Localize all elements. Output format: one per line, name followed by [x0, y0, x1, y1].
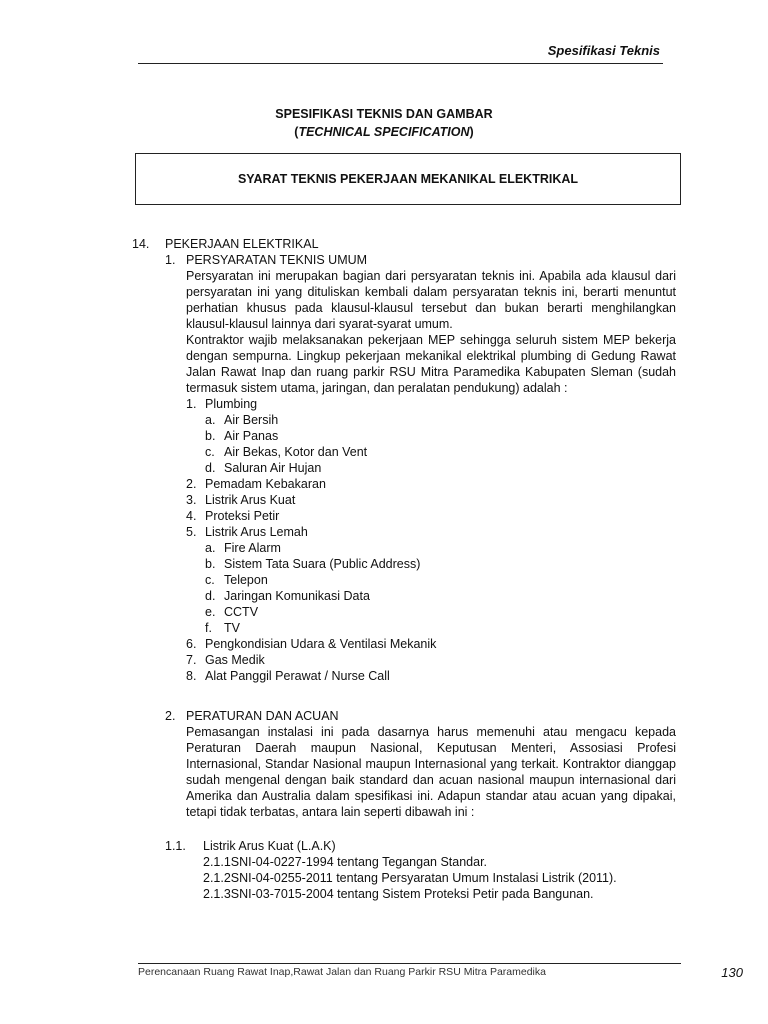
scope-sublist-item [205, 588, 676, 604]
page-number: 130 [721, 965, 743, 980]
scope-sublist-item [205, 460, 676, 476]
scope-sublist-label: Telepon [224, 573, 268, 587]
scope-list-label: Pengkondisian Udara & Ventilasi Mekanik [205, 637, 437, 651]
footer-text: Perencanaan Ruang Rawat Inap,Rawat Jalan dan Ruang Parkir RSU Mitra Paramedika [138, 966, 546, 978]
scope-list-number: 4. [186, 509, 197, 523]
header-divider [138, 63, 663, 64]
scope-list-label: Listrik Arus Lemah [205, 525, 308, 539]
subsection-2-title: PERATURAN DAN ACUAN [186, 709, 339, 723]
paren-open: ( [294, 125, 299, 139]
footer-divider [138, 963, 681, 964]
scope-list-item [186, 636, 676, 652]
scope-list-number: 6. [186, 637, 197, 651]
scope-sublist-letter: c. [205, 573, 215, 587]
scope-sublist-letter: c. [205, 445, 215, 459]
scope-sublist-item [205, 604, 676, 620]
scope-list-item [186, 668, 676, 684]
scope-list-item [186, 492, 676, 508]
subsection-1-paragraph-2: Kontraktor wajib melaksanakan pekerjaan MEP sehingga seluruh sistem MEP bekerja dengan sempurna. Lingkup pekerjaan mekanikal elektrikal plumbing di Gedung Rawat Jalan Rawat Inap dan ruang parkir RSU Mitra Paramedika Kabupaten Sleman (sudah termasuk sistem utama, jaringan, dan peralatan pendukung) adalah : [186, 333, 676, 395]
document-title-line1: SPESIFIKASI TEKNIS DAN GAMBAR [275, 107, 493, 121]
scope-sublist-item [205, 572, 676, 588]
scope-sublist-label: Air Bekas, Kotor dan Vent [224, 445, 368, 459]
scope-sublist-item [205, 556, 676, 572]
scope-sublist-item [205, 444, 676, 460]
subsection-1-number: 1. [165, 253, 176, 267]
scope-sublist-label: Jaringan Komunikasi Data [224, 589, 370, 603]
subsection-2-paragraph: Pemasangan instalasi ini pada dasarnya harus memenuhi atau mengacu kepada Peraturan Daerah maupun Nasional, Keputusan Menteri, Assosiasi Profesi Internasional, Standar Nasional maupun Internasional yang terkait. Kontraktor dianggap sudah mengenal dengan baik standard dan acuan nasional maupun internasional dari Amerika dan Australia dalam spesifikasi ini. Adapun standar atau acuan yang dipakai, tetapi tidak terbatas, antara lain seperti dibawah ini : [186, 725, 676, 819]
scope-list-label: Listrik Arus Kuat [205, 493, 296, 507]
paren-close: ) [469, 125, 474, 139]
scope-sublist-letter: a. [205, 541, 216, 555]
scope-list-item [186, 396, 676, 412]
scope-list-item [186, 508, 676, 524]
item-1-1-heading [165, 838, 676, 854]
document-subtitle: TECHNICAL SPECIFICATION [298, 125, 470, 139]
header-title: Spesifikasi Teknis [547, 43, 660, 58]
subsection-2-heading [165, 708, 676, 724]
scope-sublist-letter: d. [205, 589, 216, 603]
document-title [0, 105, 768, 141]
scope-list-number: 2. [186, 477, 197, 491]
scope-list-item [186, 476, 676, 492]
standard-line: 2.1.2SNI-04-0255-2011 tentang Persyaratan Umum Instalasi Listrik (2011). [203, 871, 617, 885]
subsection-1-paragraph-1: Persyaratan ini merupakan bagian dari persyaratan teknis ini. Apabila ada klausul dari persyaratan ini yang dituliskan kembali dalam persyaratan teknis ini, berarti menuntut perhatian khusus pada klausul-klausul tersebut dan bukan berarti menghilangkan klausul-klausul lainnya dari syarat-syarat umum. [186, 269, 676, 331]
scope-sublist-letter: a. [205, 413, 216, 427]
subsection-1-heading [165, 252, 676, 268]
scope-list-number: 7. [186, 653, 197, 667]
standard-line: 2.1.1SNI-04-0227-1994 tentang Tegangan Standar. [203, 855, 488, 869]
section-number: 14. [132, 237, 150, 251]
scope-list [132, 396, 676, 684]
document-body [132, 236, 676, 902]
scope-list-number: 3. [186, 493, 197, 507]
scope-sublist-letter: b. [205, 557, 216, 571]
scope-sublist-letter: d. [205, 461, 216, 475]
scope-list-number: 8. [186, 669, 197, 683]
scope-sublist-letter: e. [205, 605, 216, 619]
subsection-2-number: 2. [165, 709, 176, 723]
scope-list-number: 5. [186, 525, 197, 539]
standard-line: 2.1.3SNI-03-7015-2004 tentang Sistem Proteksi Petir pada Bangunan. [203, 887, 594, 901]
scope-sublist-label: Sistem Tata Suara (Public Address) [224, 557, 421, 571]
item-1-1-title: Listrik Arus Kuat (L.A.K) [203, 839, 336, 853]
scope-sublist-letter: f. [205, 621, 212, 635]
item-1-1-number: 1.1. [165, 839, 186, 853]
scope-sublist-label: Air Bersih [224, 413, 279, 427]
scope-sublist-letter: b. [205, 429, 216, 443]
section-heading-box [135, 153, 681, 205]
standards-list [203, 854, 676, 902]
scope-list-label: Plumbing [205, 397, 258, 411]
scope-sublist-item [205, 428, 676, 444]
scope-sublist-label: Saluran Air Hujan [224, 461, 322, 475]
scope-sublist-item [205, 620, 676, 636]
scope-list-item [186, 652, 676, 668]
scope-sublist-label: TV [224, 621, 240, 635]
section-heading-text: SYARAT TEKNIS PEKERJAAN MEKANIKAL ELEKTRIKAL [237, 172, 579, 186]
scope-list-label: Alat Panggil Perawat / Nurse Call [205, 669, 390, 683]
section-title: PEKERJAAN ELEKTRIKAL [165, 237, 319, 251]
scope-sublist-label: Air Panas [224, 429, 279, 443]
subsection-1-title: PERSYARATAN TEKNIS UMUM [186, 253, 368, 267]
scope-list-label: Pemadam Kebakaran [205, 477, 326, 491]
scope-sublist-item [205, 412, 676, 428]
scope-list-item [186, 524, 676, 540]
document-title-line2 [0, 123, 768, 141]
scope-sublist-label: Fire Alarm [224, 541, 281, 555]
section-heading [132, 236, 676, 252]
scope-list-label: Gas Medik [205, 653, 265, 667]
scope-list-number: 1. [186, 397, 197, 411]
scope-list-label: Proteksi Petir [205, 509, 280, 523]
scope-sublist-label: CCTV [224, 605, 259, 619]
scope-sublist-item [205, 540, 676, 556]
